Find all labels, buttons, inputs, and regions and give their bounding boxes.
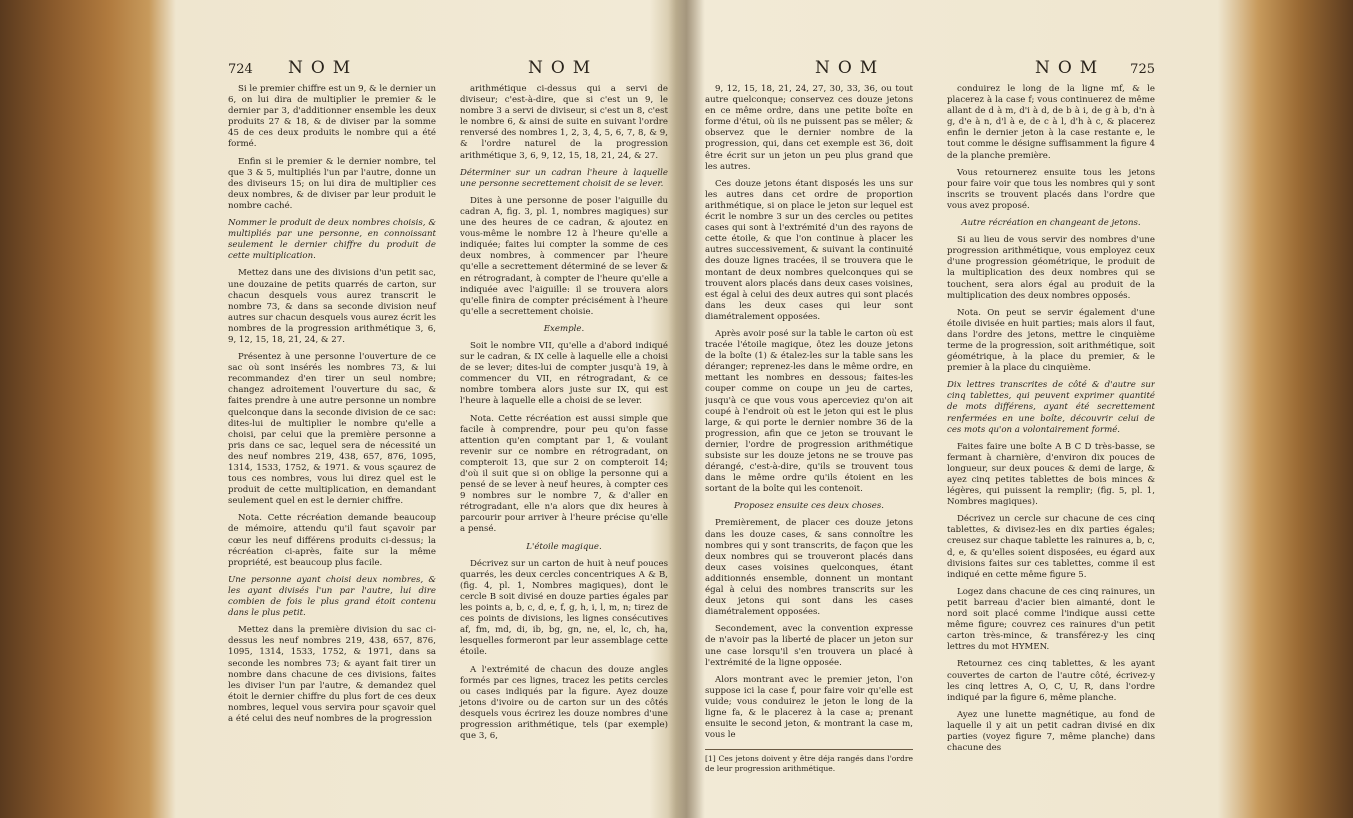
subheading: Autre récréation en changeant de jetons. — [961, 218, 1141, 229]
paragraph: arithmétique ci-dessus qui a servi de diviseur; c'est-à-dire, que si c'est un 9, le nombre 3 a servi de diviseur, si c'est un 8, c'est le nombre 6, & ainsi de suite en suivant l'ordre renversé des nombres 1, 2, 3, 4, 5, 6, 7, 8, & 9, & l'ordre naturel de la progression arithmétique 3, 6, 9, 12, 15, 18, 21, 24, & 27. — [460, 84, 668, 161]
right-columns — [705, 84, 1155, 773]
left-head-col2: NOM — [528, 58, 599, 78]
left-columns — [228, 84, 668, 748]
paragraph: Après avoir posé sur la table le carton où est tracée l'étoile magique, ôtez les douze jetons de la boîte (1) & étalez-les sur la table sans les déranger; reprenez-les dans le même ordre, en mettant les nombres en dessous; faites-les couper comme on coupe un jeu de cartes, jusqu'à ce que vous vous aperceviez qu'on ait coupé à l'endroit où est le jeton qui est le plus large, & qui porte le dernier nombre 36 de la progression, afin que ce jeton se trouvant le dernier, l'ordre de progression arithmétique subsiste sur les douze jetons ne se trouve pas dérangé, c'est-à-dire, qu'ils se trouvent tous dans le même ordre qu'ils étoient en les sortant de la boîte qui les contenoit. — [705, 328, 913, 495]
right-page — [705, 56, 1155, 796]
paragraph: Nota. Cette récréation est aussi simple que facile à comprendre, pour peu qu'on fasse attention qu'en comptant par 1, & voulant revenir sur ce nombre en rétrogradant, on compteroit 13, que sur 2 on compteroit 14; d'où il suit que si on oblige la personne qui a pensé de se lever à neuf heures, à compter ces 9 nombres sur le nombre 7, & d'aller en rétrogradant, elle n'a alors que dix heures à parcourir pour arriver à l'heure précise qu'elle a pensé. — [460, 413, 668, 535]
paragraph: Mettez dans une des divisions d'un petit sac, une douzaine de petits quarrés de carton, sur chacun desquels vous aurez transcrit le nombre 73, & dans sa seconde division neuf autres sur chacun desquels vous aurez écrit les nombres de la progression arithmétique 3, 6, 9, 12, 15, 18, 21, 24, & 27. — [228, 268, 436, 345]
paragraph: Secondement, avec la convention expresse de n'avoir pas la liberté de placer un jeton sur une case lorsqu'il s'en trouvera un placé à l'extrémité de la ligne opposée. — [705, 624, 913, 668]
paragraph: Décrivez un cercle sur chacune de ces cinq tablettes, & divisez-les en dix parties égales; creusez sur chaque tablette les rainures a, b, c, d, e, & qu'elles soient disposées, eu égard aux divisions faites sur ces tablettes, comme il est indiqué en cette même figure 5. — [947, 514, 1155, 580]
paragraph: A l'extrémité de chacun des douze angles formés par ces lignes, tracez les petits cercles ou cases indiqués par la figure. Ayez douze jetons d'ivoire ou de carton sur un des côtés desquels vous écrirez les douze nombres d'une progression arithmétique, tels (par exemple) que 3, 6, — [460, 664, 668, 742]
section-heading: Nommer le produit de deux nombres choisis, & multipliés par une personne, en connoissant seulement le dernier chiffre du produit de cette multiplication. — [228, 218, 436, 262]
right-head-col1: NOM — [815, 58, 886, 78]
paragraph: Ces douze jetons étant disposés les uns sur les autres dans cet ordre de proportion arithmétique, si on place le jeton sur lequel est écrit le nombre 3 sur un des cercles ou petites cases qui sont à l'extrémité d'un des rayons de cette étoile, & que l'on continue à placer les autres successivement, & suivant la continuité des douze lignes tracées, il se trouvera que le montant de deux nombres quelconques qui se trouvent alors placés dans deux cases voisines, est égal à celui des deux autres qui sont placés dans les deux cases qui leur sont diamétralement opposées. — [705, 178, 913, 322]
paragraph: Ayez une lunette magnétique, au fond de laquelle il y ait un petit cadran divisé en dix parties (voyez figure 7, même planche) dans chacune des — [947, 709, 1155, 754]
paragraph: Décrivez sur un carton de huit à neuf pouces quarrés, les deux cercles concentriques A & B, (fig. 4, pl. 1, Nombres magiques), dont le cercle B soit divisé en douze parties égales par les points a, b, c, d, e, f, g, h, i, l, m, n; tirez de ces points de divisions, les lignes consécutives af, fm, md, di, ib, bg, gn, ne, el, lc, ch, ha, lesquelles formeront par leur assemblage cette étoile. — [460, 558, 668, 658]
section-heading: Déterminer sur un cadran l'heure à laquelle une personne secrettement choisit de se lever. — [460, 167, 668, 189]
left-column-1 — [228, 84, 436, 748]
paragraph: Nota. On peut se servir également d'une étoile divisée en huit parties; mais alors il faut, dans l'ordre des jetons, mettre le cinquième terme de la progression, soit arithmétique, soit géométrique, à la place du premier, & le premier à la place du cinquième. — [947, 307, 1155, 374]
paragraph: 9, 12, 15, 18, 21, 24, 27, 30, 33, 36, ou tout autre quelconque; conservez ces douze jetons en ce même ordre, dans une petite boîte en forme d'étui, où ils ne puissent pas se mêler; & observez que le dernier nombre de la progression, qui, dans cet exemple est 36, doit être écrit sur un jeton un peu plus grand que les autres. — [705, 84, 913, 172]
paragraph: Faites faire une boîte A B C D très-basse, se fermant à charnière, d'environ dix pouces de longueur, sur deux pouces & demi de large, & ayez cinq petites tablettes de bois minces & légères, qui puissent la remplir; (fig. 5, pl. 1, Nombres magiques). — [947, 441, 1155, 508]
book-gutter — [668, 0, 705, 818]
paragraph: Présentez à une personne l'ouverture de ce sac où sont insérés les nombres 73, & lui recommandez d'en tirer un seul nombre; changez adroitement l'ouverture du sac, & faites prendre à une autre personne un nombre quelconque dans la seconde division de ce sac: dites-lui de multiplier le nombre qu'elle a choisi, par celui que la première personne a pris dans ce sac, lequel sera de nécessité un des neuf nombres 219, 438, 657, 876, 1095, 1314, 1533, 1752, & 1971. & vous sçaurez de tous ces nombres, vous lui direz quel est le produit de cette multiplication, en demandant seulement quel en est le dernier chiffre. — [228, 352, 436, 507]
left-running-head — [228, 56, 668, 84]
paragraph: Dites à une personne de poser l'aiguille du cadran A, fig. 3, pl. 1, nombres magiques) sur une des heures de ce cadran, & ajoutez en vous-même le nombre 12 à l'heure qu'elle a indiquée; faites lui compter la somme de ces deux nombres, à commencer par l'heure qu'elle a secrettement déterminé de se lever & en rétrogradant, à compter de l'heure qu'elle a indiquée avec l'aiguille: il se trouvera alors qu'elle finira de compter précisément à l'heure qu'elle a secrettement choisie. — [460, 195, 668, 317]
left-page — [228, 56, 668, 796]
paragraph: Premièrement, de placer ces douze jetons dans les douze cases, & sans connoître les nombres qui y sont transcrits, de façon que les deux nombres qui se trouveront placés dans deux cases voisines quelconques, étant additionnés ensemble, donnent un montant égal à celui des nombres transcrits sur les deux jetons qui sont dans les cases diamétralement opposées. — [705, 518, 913, 618]
paragraph: Vous retournerez ensuite tous les jetons pour faire voir que tous les nombres qui y sont inscrits se trouvent placés dans l'ordre que vous avez proposé. — [947, 167, 1155, 211]
footnote: [1] Ces jetons doivent y être déja rangés dans l'ordre de leur progression arithmétique. — [705, 749, 913, 773]
left-page-number: 724 — [228, 62, 253, 77]
right-page-number: 725 — [1130, 62, 1155, 77]
right-column-2 — [947, 84, 1155, 773]
paragraph: Mettez dans la première division du sac ci-dessus les neuf nombres 219, 438, 657, 876, 1095, 1314, 1533, 1752, & 1971, dans sa seconde les nombres 73; & ayant fait tirer un nombre dans chacune de ces divisions, faites les diviser l'un par l'autre, & demandez quel étoit le dernier chiffre du plus fort de ces deux nombres, lequel vous servira pour sçavoir quel a été celui des neuf nombres de la progression — [228, 625, 436, 724]
section-heading: Dix lettres transcrites de côté & d'autre sur cinq tablettes, qui peuvent exprimer quantité de mots différens, ayant été secrettement renfermées en une boîte, découvrir celui de ces mots qu'on a volontairement formé. — [947, 380, 1155, 435]
left-column-2 — [460, 84, 668, 748]
subheading: Exemple. — [543, 323, 585, 334]
section-heading: Une personne ayant choisi deux nombres, & les ayant divisés l'un par l'autre, lui dire combien de fois le plus grand étoit contenu dans le plus petit. — [228, 574, 436, 619]
paragraph: conduirez le long de la ligne mf, & le placerez à la case f; vous continuerez de même allant de d à m, d'i à d, de b à i, de g à b, d'n à g, d'e à n, d'l à e, de c à l, d'h à c, & placerez enfin le dernier jeton à la case restante e, le tout comme le désigne suffisamment la figure 4 de la planche première. — [947, 84, 1155, 161]
right-column-1 — [705, 84, 913, 773]
subheading: Proposez ensuite ces deux choses. — [734, 501, 884, 512]
paragraph: Soit le nombre VII, qu'elle a d'abord indiqué sur le cadran, & IX celle à laquelle elle a choisi de se lever; dites-lui de compter jusqu'à 19, à commencer du VII, en rétrogradant, & ce nombre tombera alors juste sur IX, qui est l'heure à laquelle elle a choisi de se lever. — [460, 340, 668, 407]
subheading: L'étoile magique. — [526, 541, 602, 552]
left-head-col1: NOM — [288, 58, 359, 78]
paragraph: Enfin si le premier & le dernier nombre, tel que 3 & 5, multipliés l'un par l'autre, donne un des diviseurs 15; on lui dira de multiplier ces deux nombres, & de diviser par leur produit le nombre caché. — [228, 156, 436, 211]
paragraph: Nota. Cette récréation demande beaucoup de mémoire, attendu qu'il faut sçavoir par cœur les neuf différens produits ci-dessus; la récréation ci-après, faite sur la même propriété, est beaucoup plus facile. — [228, 513, 436, 568]
paragraph: Retournez ces cinq tablettes, & les ayant couvertes de carton de l'autre côté, écrivez-y les cinq lettres A, O, C, U, R, dans l'ordre indiqué par la figure 6, même planche. — [947, 659, 1155, 703]
right-running-head — [705, 56, 1155, 84]
paragraph: Logez dans chacune de ces cinq rainures, un petit barreau d'acier bien aimanté, dont le nord soit placé comme l'indique aussi cette même figure; couvrez ces rainures d'un petit carton très-mince, & transférez-y les cinq lettres du mot HYMEN. — [947, 586, 1155, 653]
paragraph: Si au lieu de vous servir des nombres d'une progression arithmétique, vous employez ceux d'une progression géométrique, le produit de la multiplication des deux nombres qui se touchent, sera alors égal au produit de la multiplication des deux nombres opposés. — [947, 235, 1155, 301]
right-head-col2: NOM — [1035, 58, 1106, 78]
paragraph: Si le premier chiffre est un 9, & le dernier un 6, on lui dira de multiplier le premier & le dernier par 3, d'additionner ensemble les deux produits 27 & 18, & de diviser par la somme 45 de ces deux produits le nombre qui a été formé. — [228, 84, 436, 150]
paragraph: Alors montrant avec le premier jeton, l'on suppose ici la case f, pour faire voir qu'elle est vuide; vous conduirez le jeton le long de la ligne fa, & le placerez à la case a; prenant ensuite le second jeton, & montrant la case m, vous le — [705, 674, 913, 741]
